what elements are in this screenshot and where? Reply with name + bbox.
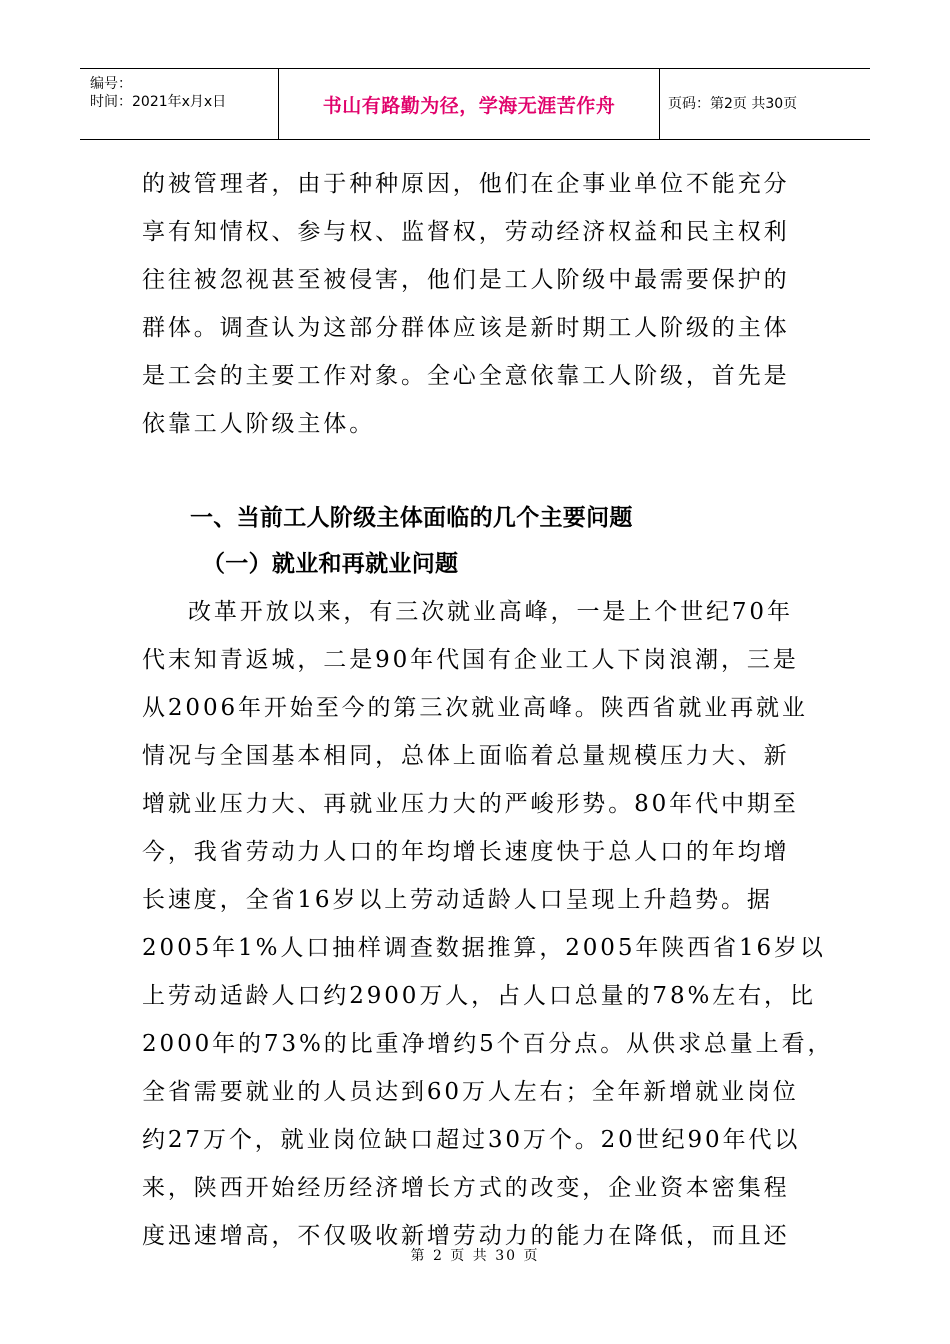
section-heading: 一、当前工人阶级主体面临的几个主要问题	[190, 505, 633, 531]
text-line: 的被管理者，由于种种原因，他们在企事业单位不能充分	[142, 171, 790, 197]
text-line: 享有知情权、参与权、监督权，劳动经济权益和民主权利	[142, 219, 790, 245]
subsection-heading: （一）就业和再就业问题	[202, 551, 459, 577]
document-body	[142, 160, 834, 1260]
text-line: 2000年的73%的比重净增约5个百分点。从供求总量上看，	[142, 1031, 834, 1057]
document-header	[80, 68, 870, 140]
text-line: 群体。调查认为这部分群体应该是新时期工人阶级的主体	[142, 315, 790, 341]
text-line: 上劳动适龄人口约2900万人，占人口总量的78%左右，比	[142, 983, 816, 1009]
text-line: 从2006年开始至今的第三次就业高峰。陕西省就业再就业	[142, 695, 808, 721]
text-line: 今，我省劳动力人口的年均增长速度快于总人口的年均增	[142, 839, 790, 865]
text-line: 往往被忽视甚至被侵害，他们是工人阶级中最需要保护的	[142, 267, 790, 293]
text-line: 代末知青返城，二是90年代国有企业工人下岗浪潮，三是	[142, 647, 799, 673]
header-page-label: 页码：第2页 共30页	[668, 96, 798, 112]
document-number-label: 编号：	[90, 76, 132, 92]
text-line: 度迅速增高，不仅吸收新增劳动力的能力在降低，而且还	[142, 1223, 790, 1249]
paragraph-2	[142, 588, 834, 1260]
text-line: 是工会的主要工作对象。全心全意依靠工人阶级，首先是	[142, 363, 790, 389]
header-motto: 书山有路勤为径，学海无涯苦作舟	[322, 95, 616, 117]
header-info-cell	[80, 69, 279, 139]
header-motto-cell	[279, 69, 660, 139]
text-line: 依靠工人阶级主体。	[142, 411, 376, 437]
text-line: 增就业压力大、再就业压力大的严峻形势。80年代中期至	[142, 791, 799, 817]
text-line: 全省需要就业的人员达到60万人左右；全年新增就业岗位	[142, 1079, 799, 1105]
text-line: 来，陕西开始经历经济增长方式的改变，企业资本密集程	[142, 1175, 790, 1201]
document-date-label: 时间：2021年x月x日	[90, 94, 227, 110]
text-line: 情况与全国基本相同，总体上面临着总量规模压力大、新	[142, 743, 790, 769]
header-page-cell	[660, 69, 870, 139]
text-line: 2005年1%人口抽样调查数据推算，2005年陕西省16岁以	[142, 935, 826, 961]
text-line: 长速度，全省16岁以上劳动适龄人口呈现上升趋势。据	[142, 887, 773, 913]
text-line: 改革开放以来，有三次就业高峰，一是上个世纪70年	[188, 599, 793, 625]
paragraph-1	[142, 160, 812, 448]
page-footer: 第 2 页 共 30 页	[410, 1248, 540, 1264]
text-line: 约27万个，就业岗位缺口超过30万个。20世纪90年代以	[142, 1127, 801, 1153]
